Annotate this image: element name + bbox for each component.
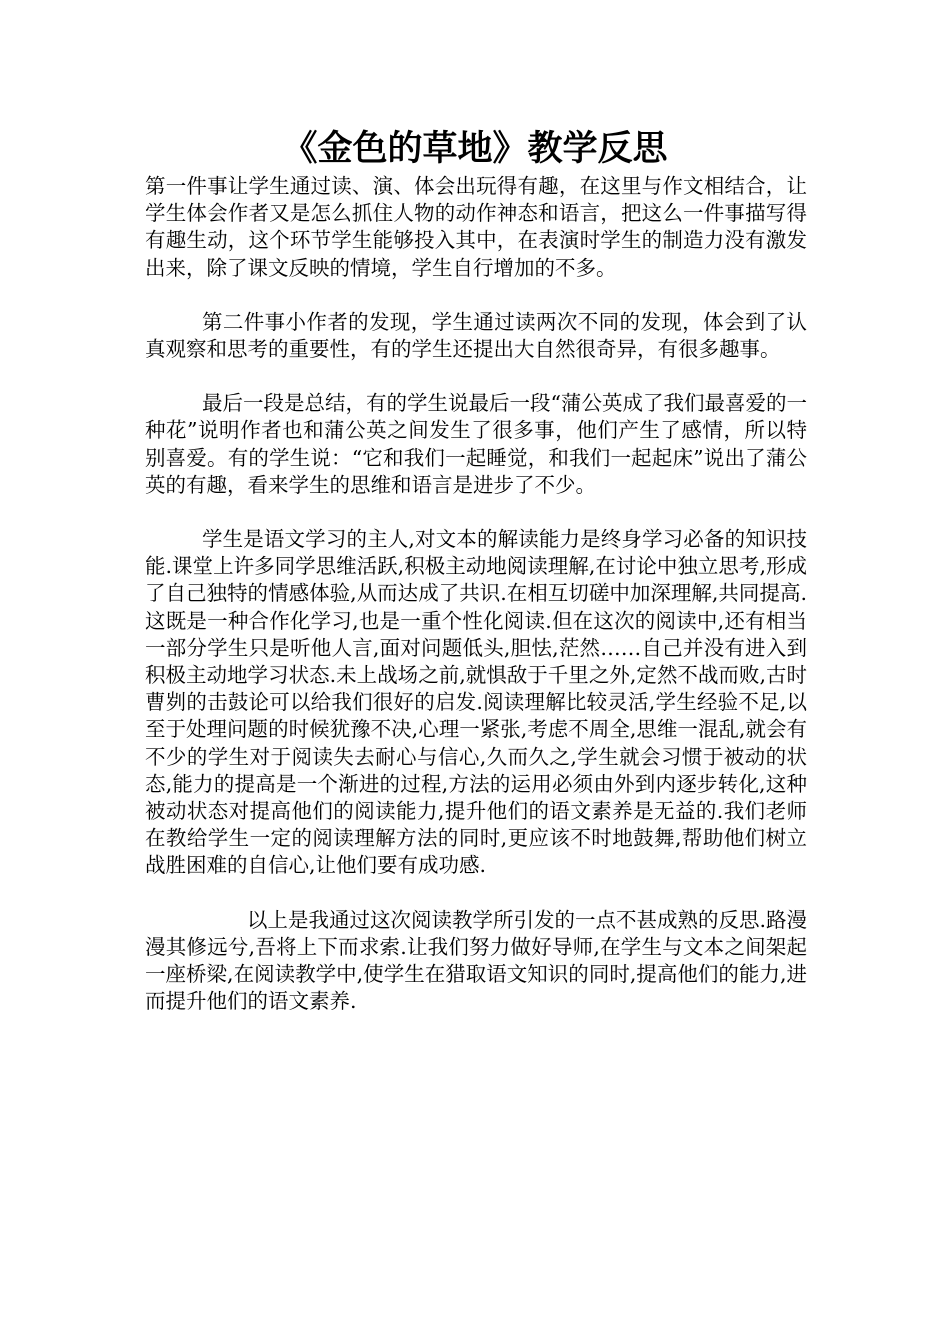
paragraph-1: 第一件事让学生通过读、演、体会出玩得有趣，在这里与作文相结合，让学生体会作者又是怎么抓住人物的动作神态和语言，把这么一件事描写得有趣生动，这个环节学生能够投入其中，在表演时学生的制造力没有激发出来，除了课文反映的情境，学生自行增加的不多。 bbox=[145, 174, 807, 280]
document-body bbox=[145, 173, 807, 1042]
document-title: 《金色的草地》教学反思 bbox=[282, 129, 668, 169]
paragraph-3: 最后一段是总结，有的学生说最后一段“蒲公英成了我们最喜爱的一种花”说明作者也和蒲公英之间发生了很多事，他们产生了感情，所以特别喜爱。有的学生说：“它和我们一起睡觉，和我们一起起床”说出了蒲公英的有趣，看来学生的思维和语言是进步了不少。 bbox=[145, 391, 807, 497]
paragraph-2: 第二件事小作者的发现，学生通过读两次不同的发现，体会到了认真观察和思考的重要性，有的学生还提出大自然很奇异，有很多趣事。 bbox=[145, 309, 807, 362]
paragraph-5: 以上是我通过这次阅读教学所引发的一点不甚成熟的反思.路漫漫其修远兮,吾将上下而求索.让我们努力做好导师,在学生与文本之间架起一座桥梁,在阅读教学中,使学生在猎取语文知识的同时,提高他们的能力,进而提升他们的语文素养. bbox=[145, 907, 808, 1014]
paragraph-4: 学生是语文学习的主人,对文本的解读能力是终身学习必备的知识技能.课堂上许多同学思维活跃,积极主动地阅读理解,在讨论中独立思考,形成了自己独特的情感体验,从而达成了共识.在相互切磋中加深理解,共同提高.这既是一种合作化学习,也是一重个性化阅读.但在这次的阅读中,还有相当一部分学生只是听他人言,面对问题低头,胆怯,茫然……自己并没有进入到积极主动地学习状态.未上战场之前,就惧敌于千里之外,定然不战而败,古时曹刿的击鼓论可以给我们很好的启发.阅读理解比较灵活,学生经验不足,以至于处理问题的时候犹豫不决,心理一紧张,考虑不周全,思维一混乱,就会有不少的学生对于阅读失去耐心与信心,久而久之,学生就会习惯于被动的状态,能力的提高是一个渐进的过程,方法的运用必须由外到内逐步转化,这种被动状态对提高他们的阅读能力,提升他们的语文素养是无益的.我们老师在教给学生一定的阅读理解方法的同时,更应该不时地鼓舞,帮助他们树立战胜困难的自信心,让他们要有成功感. bbox=[145, 527, 807, 878]
